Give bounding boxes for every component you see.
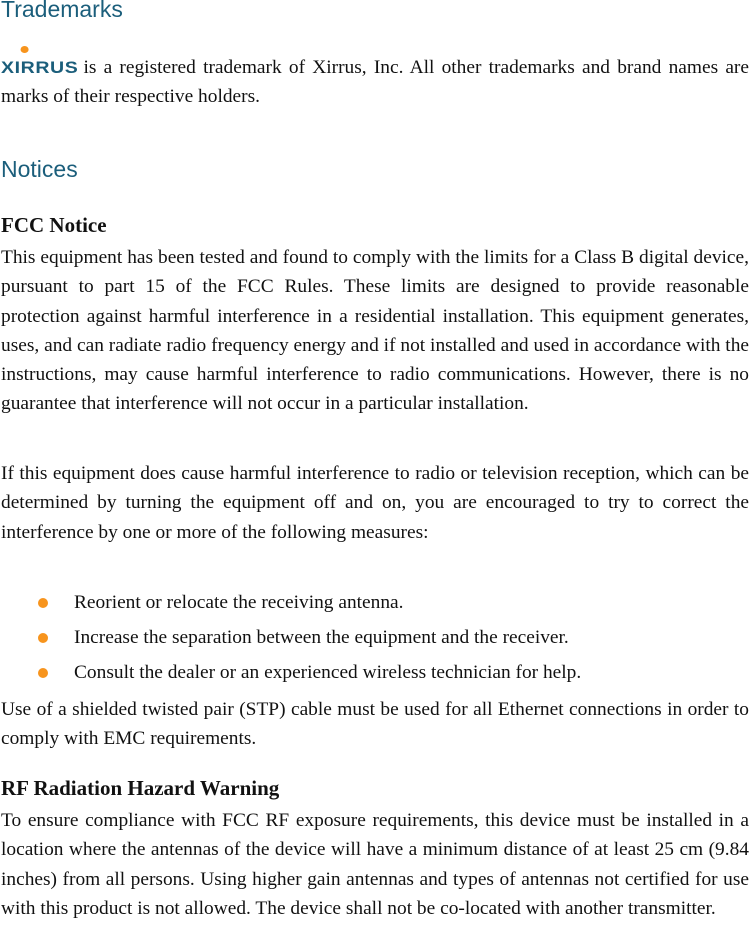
- fcc-paragraph-1: This equipment has been tested and found to comply with the limits for a Class B digital device, pursuant to part 15 of the FCC Rules. These limits are designed to provide reasonable protection against harmful interference in a residential installation. This equipment generates, uses, and can radiate radio frequency energy and if not installed and used in accordance with the instructions, may cause harmful interference to radio communications. However, there is no guarantee that interference will not occur in a particular installation.: [1, 247, 749, 415]
- list-item: [0, 620, 748, 655]
- list-item: [0, 655, 748, 690]
- trademarks-paragraph: [1, 53, 749, 112]
- rf-warning-title: RF Radiation Hazard Warning: [1, 776, 280, 800]
- list-item-text: Increase the separation between the equipment and the receiver.: [74, 627, 569, 648]
- rf-paragraph: To ensure compliance with FCC RF exposure requirements, this device must be installed in a location where the antennas of the device will have a minimum distance of at least 25 cm (9.84 inches) from all persons. Using higher gain antennas and types of antennas not certified for use with this product is not allowed. The device shall not be co-located with another transmitter.: [1, 810, 749, 919]
- fcc-paragraph-3: Use of a shielded twisted pair (STP) cable must be used for all Ethernet connections in order to comply with EMC requirements.: [1, 699, 749, 750]
- fcc-paragraph-2: If this equipment does cause harmful interference to radio or television reception, which can be determined by turning the equipment off and on, you are encouraged to try to correct the interference by one or more of the following measures:: [1, 463, 749, 543]
- bullet-icon: [38, 633, 48, 643]
- logo-dot-icon: [21, 46, 29, 53]
- xirrus-logo: XIRRUS: [1, 53, 78, 82]
- fcc-notice-title: FCC Notice: [1, 213, 107, 237]
- list-item-text: Consult the dealer or an experienced wireless technician for help.: [74, 662, 582, 683]
- list-item-text: Reorient or relocate the receiving antenna.: [74, 592, 404, 613]
- list-item: [0, 585, 748, 620]
- notices-heading: Notices: [1, 156, 78, 182]
- bullet-icon: [38, 668, 48, 678]
- trademarks-heading: Trademarks: [1, 0, 123, 22]
- trademarks-text: is a registered trademark of Xirrus, Inc. All other trademarks and brand names are marks of their respective holders.: [1, 57, 749, 108]
- bullet-icon: [38, 598, 48, 608]
- fcc-measures-list: [0, 585, 748, 690]
